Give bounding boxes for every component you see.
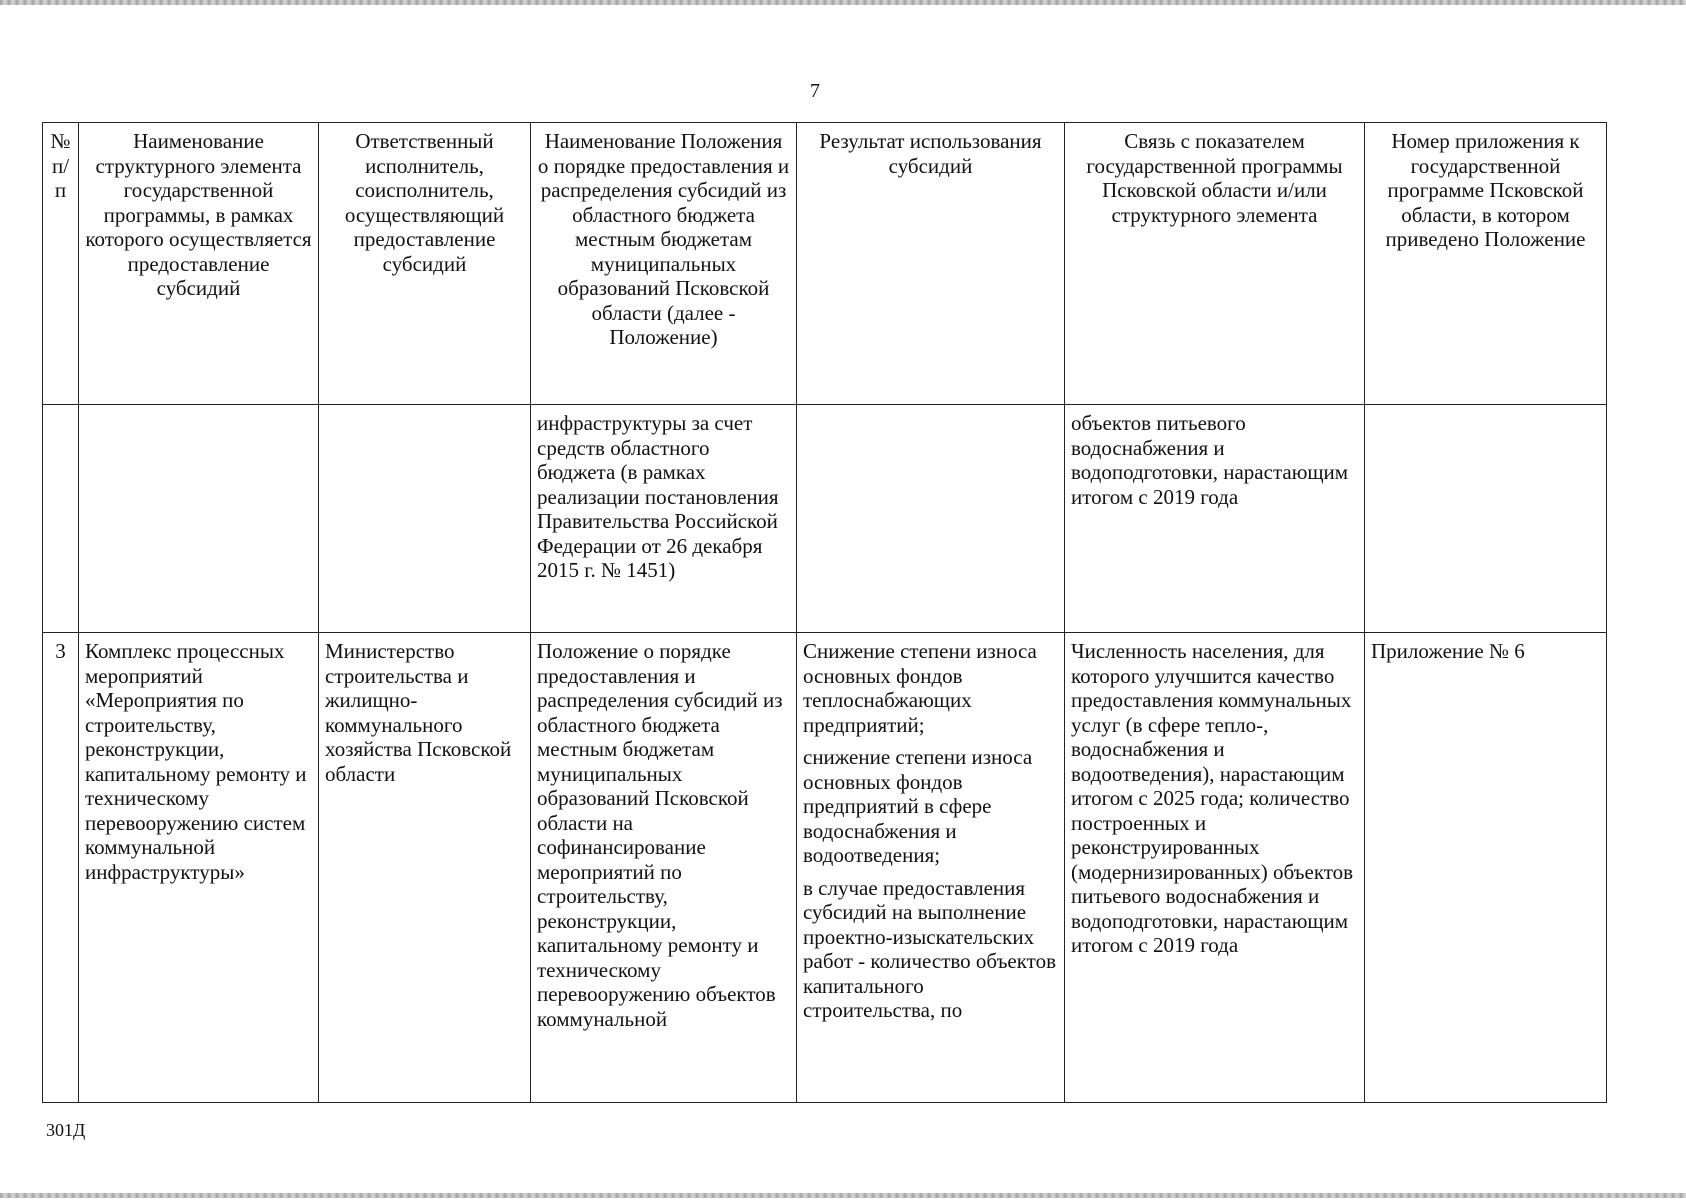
cell-executor (319, 405, 531, 633)
cell-element: Комплекс процессных мероприятий «Мероприятия по строительству, реконструкции, капитальному ремонту и техническому перевооружению систем коммунальной инфраструктуры» (79, 633, 319, 1103)
header-structural-element: Наименование структурного элемента государственной программы, в рамках которого осуществляется предоставление субсидий (79, 123, 319, 405)
header-regulation: Наименование Положения о порядке предоставления и распределения субсидий из областного бюджета местным бюджетам муниципальных образований Псковской области (далее - Положение) (531, 123, 797, 405)
cell-appendix (1365, 405, 1607, 633)
scan-edge-bottom (0, 1193, 1686, 1198)
cell-element (79, 405, 319, 633)
page-number: 7 (810, 80, 820, 102)
cell-result (797, 633, 1065, 1103)
scan-edge-top (0, 0, 1686, 5)
table-header-row (43, 123, 1607, 405)
header-indicator: Связь с показателем государственной программы Псковской области и/или структурного элемента (1065, 123, 1365, 405)
cell-executor: Министерство строительства и жилищно-коммунального хозяйства Псковской области (319, 633, 531, 1103)
cell-result (797, 405, 1065, 633)
footer-code: 301Д (46, 1120, 86, 1140)
cell-regulation: Положение о порядке предоставления и распределения субсидий из областного бюджета местным бюджетам муниципальных образований Псковской области на софинансирование мероприятий по строительству, реконструкции, капитальному ремонту и техническому перевооружению объектов коммунальной (531, 633, 797, 1103)
result-paragraph: Снижение степени износа основных фондов теплоснабжающих предприятий; (803, 639, 1037, 737)
header-executor: Ответственный исполнитель, соисполнитель, осуществляющий предоставление субсидий (319, 123, 531, 405)
cell-regulation: инфраструктуры за счет средств областного бюджета (в рамках реализации постановления Правительства Российской Федерации от 26 декабря 2015 г. № 1451) (531, 405, 797, 633)
header-result: Результат использования субсидий (797, 123, 1065, 405)
cell-num (43, 405, 79, 633)
cell-num: 3 (43, 633, 79, 1103)
header-number: № п/п (43, 123, 79, 405)
table-row (43, 405, 1607, 633)
result-paragraph: в случае предоставления субсидий на выполнение проектно-изыскательских работ - количество объектов капитального строительства, по (803, 875, 1056, 1022)
subsidies-table (42, 122, 1607, 1103)
cell-appendix: Приложение № 6 (1365, 633, 1607, 1103)
cell-indicator: Численность населения, для которого улучшится качество предоставления коммунальных услуг (в сфере тепло-, водоснабжения и водоотведения), нарастающим итогом с 2025 года; количество построенных и реконструированных (модернизированных) объектов питьевого водоснабжения и водоподготовки, нарастающим итогом с 2019 года (1065, 633, 1365, 1103)
cell-indicator: объектов питьевого водоснабжения и водоподготовки, нарастающим итогом с 2019 года (1065, 405, 1365, 633)
header-appendix: Номер приложения к государственной программе Псковской области, в котором приведено Положение (1365, 123, 1607, 405)
result-paragraph: снижение степени износа основных фондов предприятий в сфере водоснабжения и водоотведения; (803, 745, 1033, 867)
table-row (43, 633, 1607, 1103)
